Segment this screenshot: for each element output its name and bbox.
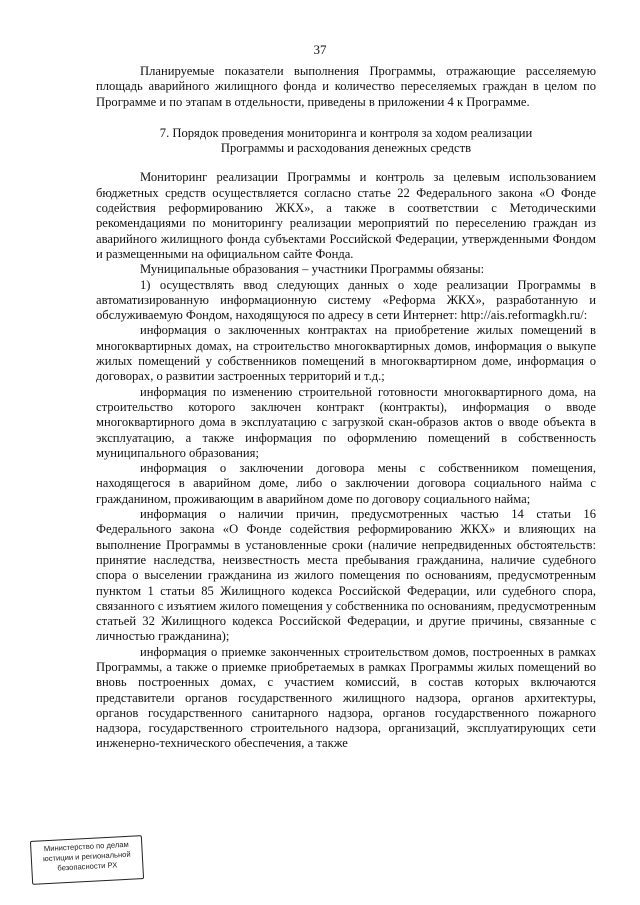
paragraph-item-1: 1) осуществлять ввод следующих данных о ходе реализации Программы в автоматизированную информационную систему «Реформа ЖКХ», разработанную и обслуживаемую Фондом, находящуюся по адресу в сети Интернет: http://ais.reformagkh.ru/: bbox=[96, 277, 596, 323]
paragraph-info-readiness: информация по изменению строительной готовности многоквартирного дома, на строительство которого заключен контракт (контракты), информация о вводе многоквартирного дома в эксплуатацию с загрузкой скан-образов актов о вводе объекта в эксплуатацию, а также информация по оформлению помещений в собственность муниципального образования; bbox=[96, 384, 596, 460]
paragraph-info-reasons: информация о наличии причин, предусмотренных частью 14 статьи 16 Федерального закона «О Фонде содействия реформированию ЖКХ» и влияющих на выполнение Программы в установленные сроки (наличие непредвиденных обстоятельств: принятие наследства, неизвестность места пребывания гражданина, наличие судебного спора о выселении гражданина из жилого помещения по основаниям, предусмотренным пунктом 1 статьи 85 Жилищного кодекса Российской Федерации, или судебного спора, связанного с изъятием жилого помещения у собственника по основаниям, предусмотренным статьей 32 Жилищного кодекса Российской Федерации, и другие причины, связанные с личностью гражданина); bbox=[96, 507, 596, 644]
paragraph-intro: Планируемые показатели выполнения Программы, отражающие расселяемую площадь аварийного жилищного фонда и количество переселяемых граждан в целом по Программе и по этапам в отдельности, приведены в приложении 4 к Программе. bbox=[96, 64, 596, 109]
page-number: 37 bbox=[313, 42, 327, 57]
page-body bbox=[96, 64, 596, 752]
stamp-line3: безопасности РХ bbox=[57, 860, 118, 873]
section-heading bbox=[96, 126, 596, 157]
paragraph-info-exchange: информация о заключении договора мены с собственником помещения, находящегося в аварийном доме, либо о заключении договора социального найма с гражданином, проживающим в аварийном доме по договору социального найма; bbox=[96, 461, 596, 506]
ministry-stamp bbox=[30, 835, 144, 885]
paragraph-monitoring: Мониторинг реализации Программы и контроль за целевым использованием бюджетных средств осуществляется согласно статье 22 Федерального закона «О Фонде содействия реформированию ЖКХ», а также в соответствии с Методическими рекомендациями по мониторингу реализации мероприятий по переселению граждан из аварийного жилищного фонда субъектами Российской Федерации, утвержденными Фондом и размещенными на официальном сайте Фонда. bbox=[96, 170, 596, 261]
paragraph-obligations-intro: Муниципальные образования – участники Программы обязаны: bbox=[140, 262, 485, 277]
section-heading-line1: 7. Порядок проведения мониторинга и контроля за ходом реализации bbox=[159, 125, 533, 140]
stamp-line1: Министерство по делам bbox=[43, 839, 129, 854]
stamp-line2: юстиции и региональной bbox=[42, 849, 131, 864]
paragraph-info-contracts: информация о заключенных контрактах на приобретение жилых помещений в многоквартирных домах, на строительство многоквартирных домов, информация о выкупе жилых помещений у собственников помещений в многоквартирном доме, информация о договорах, о развитии застроенных территорий и т.д.; bbox=[96, 323, 596, 384]
section-heading-line2: Программы и расходования денежных средств bbox=[220, 141, 472, 156]
paragraph-info-acceptance: информация о приемке законченных строительством домов, построенных в рамках Программы, а также о приемке приобретаемых в рамках Программы жилых помещений во вновь построенных домах, с участием комиссий, в состав которых включаются представители органов государственного жилищного надзора, органов архитектуры, органов государственного санитарного надзора, органов государственного пожарного надзора, государственного строительного надзора, организаций, эксплуатирующих сети инженерно-технического обеспечения, а также bbox=[96, 644, 596, 751]
